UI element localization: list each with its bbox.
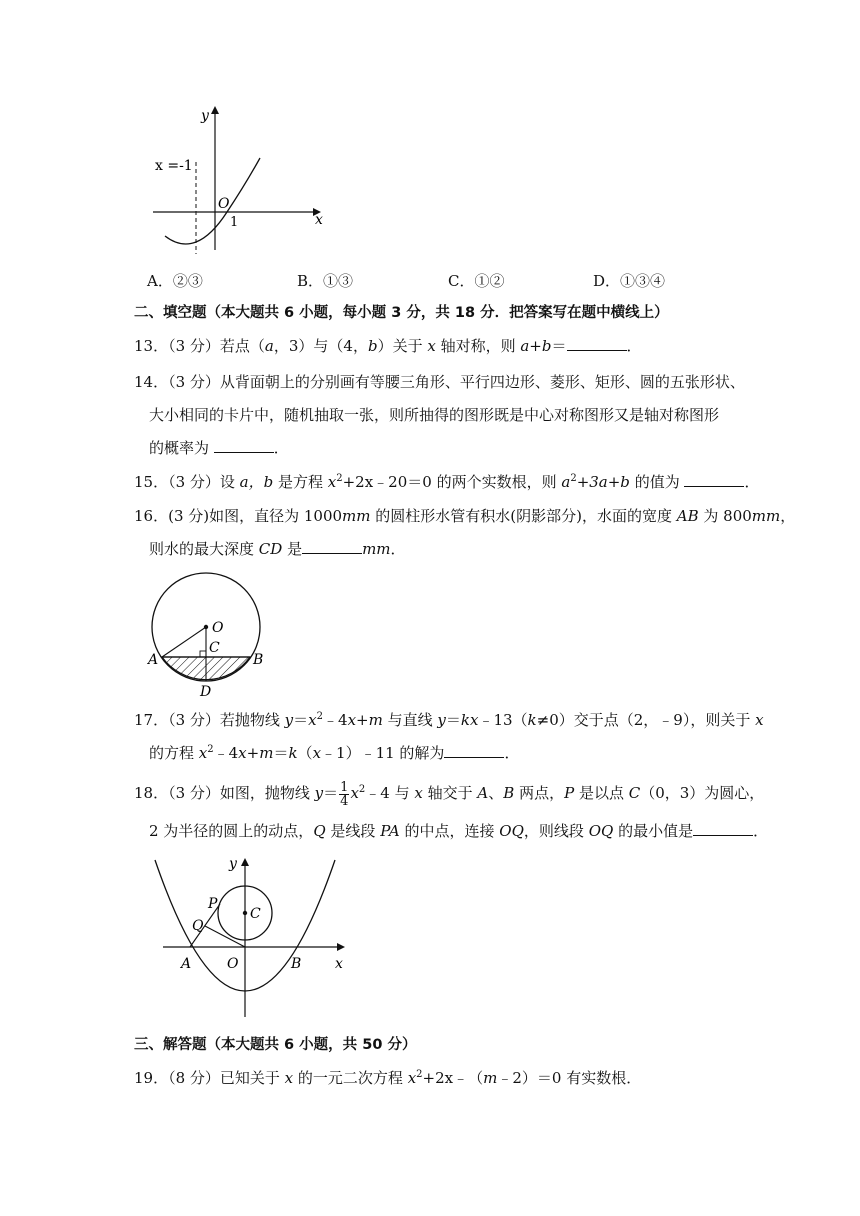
q16-label-o: O <box>212 620 224 636</box>
q13-answer-blank <box>567 336 627 351</box>
q15-answer-blank <box>684 472 744 487</box>
q12-option-b: B．①③ <box>297 272 354 290</box>
q12-parabola-graph <box>145 100 330 260</box>
q18-label-p: P <box>208 896 218 912</box>
q17-line-2: 的方程 $x^2﹣4x+m=k(x﹣1)﹣11$ 的解为 ． <box>149 744 520 762</box>
q16-label-d: D <box>200 684 212 700</box>
q16-label-b: B <box>253 652 264 668</box>
q13-line: 13．（3 分）若点（a，3）与（4，b）关于 x 轴对称，则 a+b＝ ． <box>134 337 642 355</box>
q16-line-2: 则水的最大深度 CD 是 mm． <box>149 540 406 558</box>
q12-option-c: C．①② <box>448 272 505 290</box>
section3-title: 三、解答题（本大题共 6 小题，共 50 分） <box>134 1037 417 1053</box>
q18-parabola-circle-figure <box>145 852 360 1022</box>
q15-line: 15．（3 分）设 a，b 是方程 $x^2+2x﹣20=0$ 的两个实数根，则 $a^2+3a+b$ 的值为 ． <box>134 473 760 491</box>
q18-label-a: A <box>181 956 192 972</box>
q12-origin-label: O <box>218 196 230 212</box>
q14-line-2: 大小相同的卡片中，随机抽取一张，则所抽得的图形既是中心对称图形又是轴对称图形 <box>149 406 720 424</box>
q14-line-3: 的概率为 ． <box>149 439 289 457</box>
q16-label-c: C <box>209 640 220 656</box>
q16-answer-blank <box>302 539 362 554</box>
q18-answer-blank <box>693 821 753 836</box>
q17-line-1: 17．（3 分）若抛物线 $y=x^2﹣4x+m$ 与直线 y＝kx﹣13（k≠0）交于点（2，﹣9），则关于 x <box>134 711 764 729</box>
q16-line-1: 16．(3 分)如图，直径为 1000mm 的圆柱形水管有积水(阴影部分)，水面的宽度 AB 为 800mm， <box>134 507 796 525</box>
q16-pipe-figure <box>140 570 275 700</box>
q14-answer-blank <box>214 438 274 453</box>
section2-title: 二、填空题（本大题共 6 小题，每小题 3 分，共 18 分．把答案写在题中横线上） <box>134 305 669 321</box>
q18-label-y: y <box>229 856 237 872</box>
q18-label-c: C <box>250 906 261 922</box>
q12-option-a: A．②③ <box>147 272 203 290</box>
q19-line: 19．（8 分）已知关于 x 的一元二次方程 $x^2+2x﹣(m﹣2)=0$ 有实数根． <box>134 1069 642 1087</box>
q12-x-label: x <box>315 212 323 228</box>
q16-label-a: A <box>148 652 159 668</box>
q18-label-o: O <box>227 956 239 972</box>
q12-option-d: D．①③④ <box>593 272 666 290</box>
q14-line-1: 14．（3 分）从背面朝上的分别画有等腰三角形、平行四边形、菱形、矩形、圆的五张形状、 <box>134 373 745 391</box>
q17-answer-blank <box>444 743 504 758</box>
q12-one-label: 1 <box>230 215 239 230</box>
q18-line-1: 18．（3 分）如图，抛物线 y＝ $\frac{1}{4}$ $x^2﹣4$ 与 x 轴交于 A、B 两点，P 是以点 C（0，3）为圆心， <box>134 779 765 809</box>
q18-label-x: x <box>335 956 343 972</box>
q12-axis-label: x =-1 <box>155 158 193 174</box>
q18-line-2: 2 为半径的圆上的动点，Q 是线段 PA 的中点，连接 OQ，则线段 OQ 的最小值是 ． <box>149 822 769 840</box>
q12-y-label: y <box>201 108 209 124</box>
q18-label-q: Q <box>192 918 204 934</box>
q18-fraction: $\frac{1}{4}$ <box>340 779 349 809</box>
q18-label-b: B <box>291 956 302 972</box>
